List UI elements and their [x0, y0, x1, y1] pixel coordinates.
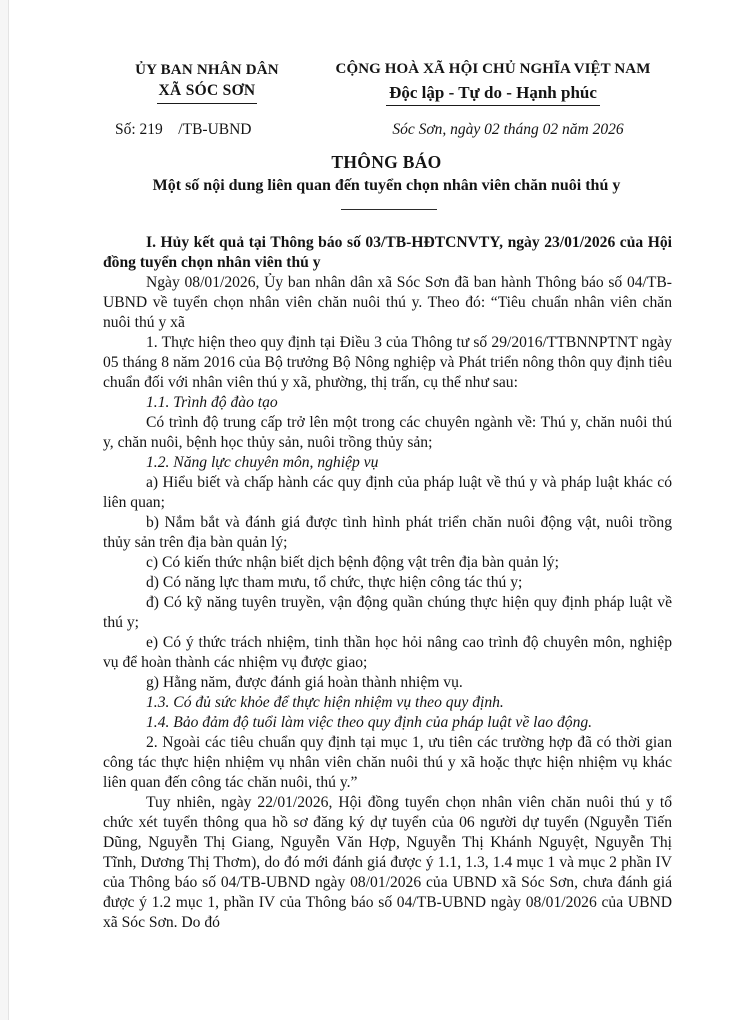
- national-header-block: [330, 60, 656, 106]
- issuing-org-name: ỦY BAN NHÂN DÂN: [135, 62, 279, 78]
- body-paragraph: c) Có kiến thức nhận biết dịch bệnh động vật trên địa bàn quản lý;: [146, 554, 559, 571]
- body-paragraph: Tuy nhiên, ngày 22/01/2026, Hội đồng tuyển chọn nhân viên chăn nuôi thú y tổ chức xét tuyển thông qua hồ sơ đăng ký dự tuyển của 06 người dự tuyển (Nguyễn Tiến Dũng, Nguyễn Thị Giang, Nguyễn Văn Hợp, Nguyễn Thị Khánh Nguyệt, Nguyễn Thị Tĩnh, Dương Thị Thơm), do đó mới đánh giá được ý 1.1, 1.3, 1.4 mục 1 và mục 2 phần IV của Thông báo số 04/TB-UBND ngày 08/01/2026 của UBND xã Sóc Sơn, chưa đánh giá được ý 1.2 mục 1, phần IV của Thông báo số 04/TB-UBND ngày 08/01/2026 của UBND xã Sóc Sơn. Do đó: [103, 794, 672, 931]
- body-paragraph: g) Hằng năm, được đánh giá hoàn thành nhiệm vụ.: [146, 674, 463, 691]
- body-paragraph: Có trình độ trung cấp trở lên một trong các chuyên ngành về: Thú y, chăn nuôi thú y, chăn nuôi, bệnh học thủy sản, nuôi trồng thủy sản;: [103, 414, 672, 451]
- body-paragraph: đ) Có kỹ năng tuyên truyền, vận động quần chúng thực hiện quy định pháp luật về thú y;: [103, 594, 672, 631]
- body-paragraph: I. Hủy kết quả tại Thông báo số 03/TB-HĐTCNVTY, ngày 23/01/2026 của Hội đồng tuyển chọn nhân viên thú y: [103, 234, 672, 271]
- scan-edge-shade: [0, 0, 8, 1020]
- body-paragraph: 1.4. Bảo đảm độ tuổi làm việc theo quy định của pháp luật về lao động.: [146, 714, 593, 731]
- national-motto: Độc lập - Tự do - Hạnh phúc: [386, 82, 600, 106]
- document-number: Số: 219 /TB-UBND: [115, 121, 252, 138]
- document-subtitle: Một số nội dung liên quan đến tuyển chọn nhân viên chăn nuôi thú y: [152, 177, 621, 194]
- body-paragraph: 1.3. Có đủ sức khỏe để thực hiện nhiệm vụ theo quy định.: [146, 694, 504, 711]
- body-paragraph: a) Hiểu biết và chấp hành các quy định của pháp luật về thú y và pháp luật khác có liên quan;: [103, 474, 672, 511]
- body-paragraph: e) Có ý thức trách nhiệm, tinh thần học hỏi nâng cao trình độ chuyên môn, nghiệp vụ để hoàn thành các nhiệm vụ được giao;: [103, 634, 672, 671]
- body-paragraph: 2. Ngoài các tiêu chuẩn quy định tại mục 1, ưu tiên các trường hợp đã có thời gian công tác thực hiện nhiệm vụ nhân viên chăn nuôi thú y xã hoặc thực hiện nhiệm vụ khác liên quan đến công tác chăn nuôi, thú y.”: [103, 734, 672, 791]
- scan-edge-line: [8, 0, 9, 1020]
- national-name: CỘNG HOÀ XÃ HỘI CHỦ NGHĨA VIỆT NAM: [335, 61, 651, 77]
- document-title: THÔNG BÁO: [331, 152, 442, 172]
- issuing-org-unit: XÃ SÓC SƠN: [157, 81, 258, 104]
- body-paragraph: Ngày 08/01/2026, Ủy ban nhân dân xã Sóc Sơn đã ban hành Thông báo số 04/TB-UBND về tuyển chọn nhân viên chăn nuôi thú y. Theo đó: “Tiêu chuẩn nhân viên chăn nuôi thú y xã: [103, 274, 672, 331]
- issuing-org-block: [112, 60, 302, 104]
- body-paragraph: b) Nắm bắt và đánh giá được tình hình phát triển chăn nuôi động vật, nuôi trồng thủy sản trên địa bàn quản lý;: [103, 514, 672, 551]
- document-body: [103, 233, 672, 933]
- body-paragraph: 1.2. Năng lực chuyên môn, nghiệp vụ: [146, 454, 379, 471]
- title-separator-rule: [341, 209, 437, 210]
- body-paragraph: d) Có năng lực tham mưu, tổ chức, thực hiện công tác thú y;: [146, 574, 523, 591]
- body-paragraph: 1. Thực hiện theo quy định tại Điều 3 của Thông tư số 29/2016/TTBNNPTNT ngày 05 tháng 8 năm 2016 của Bộ trưởng Bộ Nông nghiệp và Phát triển nông thôn quy định tiêu chuẩn đối với nhân viên thú y xã, phường, thị trấn, cụ thể như sau:: [103, 334, 672, 391]
- body-paragraph: 1.1. Trình độ đào tạo: [146, 394, 278, 411]
- place-date-line: Sóc Sơn, ngày 02 tháng 02 năm 2026: [392, 121, 624, 138]
